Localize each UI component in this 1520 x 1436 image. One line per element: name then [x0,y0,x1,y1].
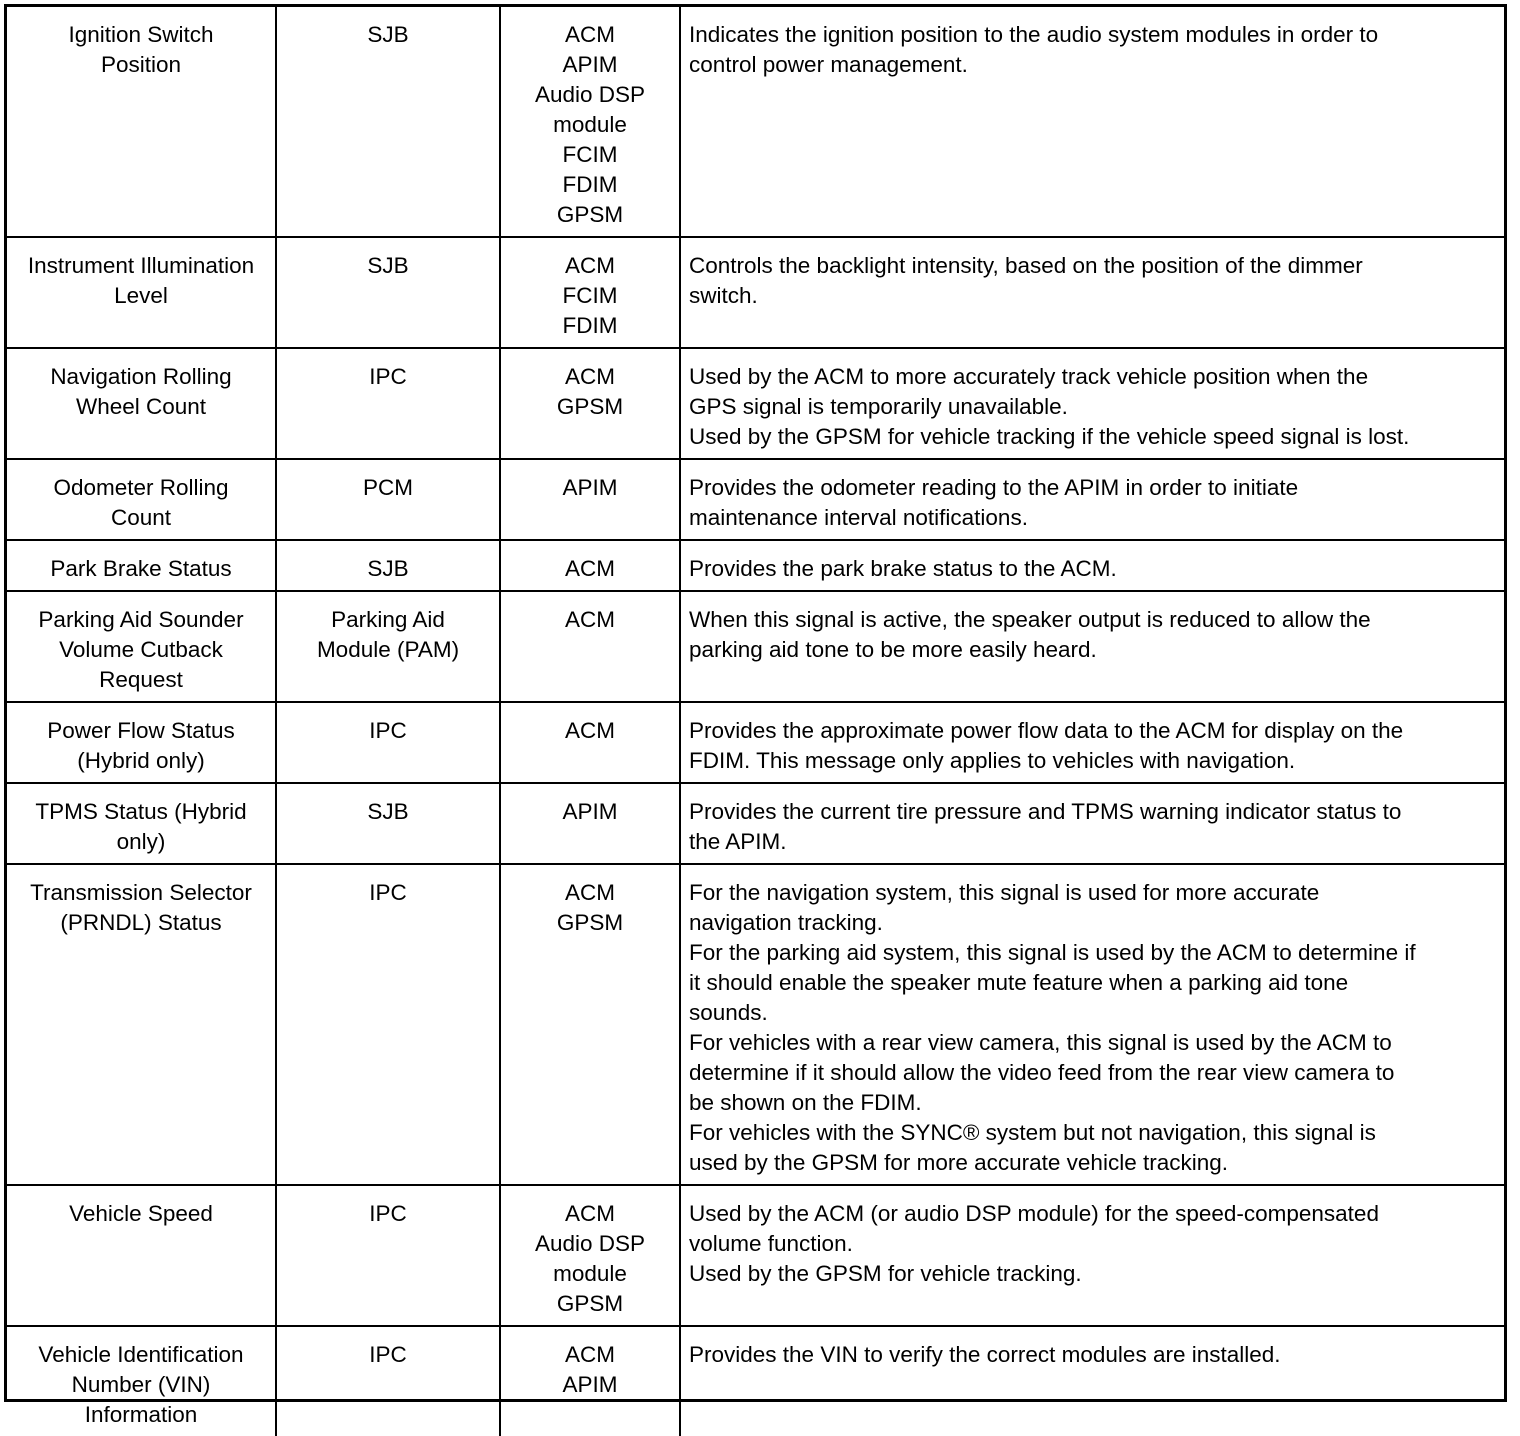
description-cell: Used by the ACM to more accurately track vehicle position when the GPS signal is temporarily unavailable. Used by the GPSM for vehicle tracking if the vehicle speed signal is lost. [680,348,1504,459]
table-row [7,864,1504,1185]
source-module-cell: IPC [276,348,500,459]
source-module-cell: SJB [276,237,500,348]
source-module-cell: PCM [276,459,500,540]
signal-cell: Power Flow Status (Hybrid only) [7,702,276,783]
signal-table-page [4,4,1507,1427]
source-module-cell: SJB [276,783,500,864]
receiving-modules-cell: APIM [500,783,680,864]
table-row [7,237,1504,348]
source-module-cell: Parking Aid Module (PAM) [276,591,500,702]
signal-cell: Park Brake Status [7,540,276,591]
table-row [7,1326,1504,1436]
receiving-modules-cell: ACM FCIM FDIM [500,237,680,348]
source-module-cell: SJB [276,7,500,237]
signal-cell: Transmission Selector (PRNDL) Status [7,864,276,1185]
description-cell: Provides the odometer reading to the APIM in order to initiate maintenance interval notifications. [680,459,1504,540]
description-cell: When this signal is active, the speaker output is reduced to allow the parking aid tone to be more easily heard. [680,591,1504,702]
table-row [7,702,1504,783]
receiving-modules-cell: ACM [500,540,680,591]
receiving-modules-cell: ACM [500,702,680,783]
signal-cell: TPMS Status (Hybrid only) [7,783,276,864]
signal-cell: Odometer Rolling Count [7,459,276,540]
description-cell: Controls the backlight intensity, based on the position of the dimmer switch. [680,237,1504,348]
table-row [7,540,1504,591]
table-row [7,7,1504,237]
table-row [7,459,1504,540]
signal-cell: Instrument Illumination Level [7,237,276,348]
receiving-modules-cell: ACM GPSM [500,864,680,1185]
description-cell: Provides the park brake status to the ACM. [680,540,1504,591]
signal-cell: Ignition Switch Position [7,7,276,237]
source-module-cell: SJB [276,540,500,591]
table-row [7,591,1504,702]
source-module-cell: IPC [276,702,500,783]
receiving-modules-cell: APIM [500,459,680,540]
table-row [7,348,1504,459]
receiving-modules-cell: ACM GPSM [500,348,680,459]
description-cell: Provides the current tire pressure and TPMS warning indicator status to the APIM. [680,783,1504,864]
source-module-cell: IPC [276,864,500,1185]
signal-cell: Vehicle Identification Number (VIN) Information [7,1326,276,1436]
table-body [7,7,1504,1436]
signal-cell: Parking Aid Sounder Volume Cutback Request [7,591,276,702]
receiving-modules-cell: ACM APIM [500,1326,680,1436]
receiving-modules-cell: ACM [500,591,680,702]
signal-cell: Vehicle Speed [7,1185,276,1326]
table-row [7,783,1504,864]
description-cell: Provides the VIN to verify the correct modules are installed. [680,1326,1504,1436]
signal-cell: Navigation Rolling Wheel Count [7,348,276,459]
source-module-cell: IPC [276,1326,500,1436]
receiving-modules-cell: ACM APIM Audio DSP module FCIM FDIM GPSM [500,7,680,237]
description-cell: Used by the ACM (or audio DSP module) for the speed-compensated volume function. Used by the GPSM for vehicle tracking. [680,1185,1504,1326]
source-module-cell: IPC [276,1185,500,1326]
receiving-modules-cell: ACM Audio DSP module GPSM [500,1185,680,1326]
table-row [7,1185,1504,1326]
description-cell: Provides the approximate power flow data to the ACM for display on the FDIM. This message only applies to vehicles with navigation. [680,702,1504,783]
description-cell: Indicates the ignition position to the audio system modules in order to control power management. [680,7,1504,237]
network-message-table [7,7,1504,1436]
description-cell: For the navigation system, this signal is used for more accurate navigation tracking. For the parking aid system, this signal is used by the ACM to determine if it should enable the speaker mute feature when a parking aid tone sounds. For vehicles with a rear view camera, this signal is used by the ACM to determine if it should allow the video feed from the rear view camera to be shown on the FDIM. For vehicles with the SYNC® system but not navigation, this signal is used by the GPSM for more accurate vehicle tracking. [680,864,1504,1185]
